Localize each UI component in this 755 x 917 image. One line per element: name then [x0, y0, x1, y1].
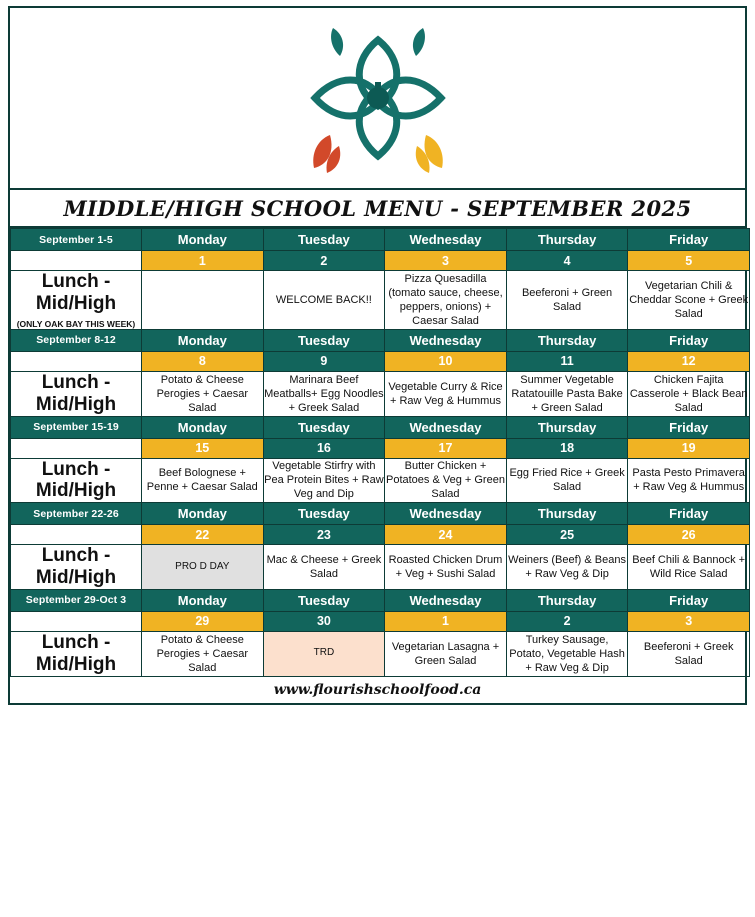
calendar-wrapper — [8, 228, 747, 677]
column-header-friday: Friday — [628, 416, 750, 438]
column-header-friday: Friday — [628, 589, 750, 611]
date-row-spacer — [11, 251, 142, 271]
column-header-monday: Monday — [142, 329, 264, 351]
website-url: www.flourishschoolfood.ca — [273, 681, 482, 698]
week-meals-row — [11, 545, 750, 590]
week-meals-row — [11, 271, 750, 330]
column-header-tuesday: Tuesday — [263, 416, 385, 438]
column-header-thursday: Thursday — [506, 589, 628, 611]
row-label-lunch — [11, 545, 142, 590]
date-number: 12 — [628, 351, 750, 371]
menu-cell: Mac & Cheese + Greek Salad — [263, 545, 385, 590]
date-number: 3 — [385, 251, 507, 271]
menu-cell: Summer Vegetable Ratatouille Pasta Bake + Green Salad — [506, 371, 628, 416]
menu-cell: Vegetable Stirfry with Pea Protein Bites + Raw Veg and Dip — [263, 458, 385, 503]
menu-cell: Potato & Cheese Perogies + Caesar Salad — [142, 631, 264, 676]
menu-title-band — [8, 190, 747, 228]
week-meals-row — [11, 458, 750, 503]
menu-cell: Butter Chicken + Potatoes & Veg + Green Salad — [385, 458, 507, 503]
row-label-line1: Lunch - — [41, 545, 111, 567]
menu-cell: TRD — [263, 631, 385, 676]
date-number: 15 — [142, 438, 264, 458]
date-row-spacer — [11, 611, 142, 631]
menu-cell: Chicken Fajita Casserole + Black Bean Salad — [628, 371, 750, 416]
menu-cell: PRO D DAY — [142, 545, 264, 590]
row-label-note: (ONLY OAK BAY THIS WEEK) — [16, 318, 136, 329]
menu-cell: Vegetarian Lasagna + Green Salad — [385, 631, 507, 676]
column-header-wednesday: Wednesday — [385, 329, 507, 351]
date-number: 23 — [263, 525, 385, 545]
date-number: 1 — [142, 251, 264, 271]
week-date-row — [11, 251, 750, 271]
date-number: 24 — [385, 525, 507, 545]
column-header-monday: Monday — [142, 229, 264, 251]
week-range-label: September 8-12 — [11, 329, 142, 351]
row-label-line2: Mid/High — [35, 480, 117, 502]
row-label-line2: Mid/High — [35, 567, 117, 589]
date-number: 1 — [385, 611, 507, 631]
date-number: 16 — [263, 438, 385, 458]
menu-cell: Beeferoni + Greek Salad — [628, 631, 750, 676]
column-header-wednesday: Wednesday — [385, 503, 507, 525]
week-meals-row — [11, 371, 750, 416]
column-header-monday: Monday — [142, 589, 264, 611]
week-header-row — [11, 503, 750, 525]
row-label-lunch — [11, 458, 142, 503]
column-header-thursday: Thursday — [506, 416, 628, 438]
menu-cell: Weiners (Beef) & Beans + Raw Veg & Dip — [506, 545, 628, 590]
date-number: 5 — [628, 251, 750, 271]
date-number: 18 — [506, 438, 628, 458]
row-label-line2: Mid/High — [35, 393, 117, 415]
column-header-friday: Friday — [628, 329, 750, 351]
column-header-wednesday: Wednesday — [385, 416, 507, 438]
date-number: 11 — [506, 351, 628, 371]
week-date-row — [11, 351, 750, 371]
column-header-friday: Friday — [628, 229, 750, 251]
date-row-spacer — [11, 525, 142, 545]
row-label-lunch — [11, 631, 142, 676]
date-number: 17 — [385, 438, 507, 458]
page-title: MIDDLE/HIGH SCHOOL MENU - SEPTEMBER 2025 — [63, 195, 692, 221]
week-header-row — [11, 329, 750, 351]
date-number: 2 — [263, 251, 385, 271]
menu-calendar — [10, 228, 750, 677]
week-range-label: September 1-5 — [11, 229, 142, 251]
menu-cell: Potato & Cheese Perogies + Caesar Salad — [142, 371, 264, 416]
date-number: 19 — [628, 438, 750, 458]
row-label-lunch — [11, 371, 142, 416]
date-number: 4 — [506, 251, 628, 271]
week-header-row — [11, 416, 750, 438]
menu-cell: Beeferoni + Green Salad — [506, 271, 628, 330]
date-number: 22 — [142, 525, 264, 545]
menu-cell: Pizza Quesadilla (tomato sauce, cheese, peppers, onions) + Caesar Salad — [385, 271, 507, 330]
week-header-row — [11, 589, 750, 611]
row-label-line2: Mid/High — [35, 653, 117, 675]
column-header-tuesday: Tuesday — [263, 589, 385, 611]
row-label-line2: Mid/High — [35, 292, 117, 314]
menu-cell: Turkey Sausage, Potato, Vegetable Hash + Raw Veg & Dip — [506, 631, 628, 676]
row-label-line1: Lunch - — [41, 371, 111, 393]
week-date-row — [11, 525, 750, 545]
column-header-thursday: Thursday — [506, 329, 628, 351]
row-label-line1: Lunch - — [41, 458, 111, 480]
date-number: 29 — [142, 611, 264, 631]
menu-cell: Beef Bolognese + Penne + Caesar Salad — [142, 458, 264, 503]
week-date-row — [11, 611, 750, 631]
column-header-wednesday: Wednesday — [385, 589, 507, 611]
date-number: 26 — [628, 525, 750, 545]
menu-cell: Vegetarian Chili & Cheddar Scone + Greek Salad — [628, 271, 750, 330]
row-label-line1: Lunch - — [41, 271, 111, 292]
menu-cell: Pasta Pesto Primavera + Raw Veg & Hummus — [628, 458, 750, 503]
week-range-label: September 29-Oct 3 — [11, 589, 142, 611]
date-number: 25 — [506, 525, 628, 545]
week-header-row — [11, 229, 750, 251]
menu-cell — [142, 271, 264, 330]
date-number: 2 — [506, 611, 628, 631]
column-header-monday: Monday — [142, 503, 264, 525]
week-range-label: September 15-19 — [11, 416, 142, 438]
row-label-lunch — [11, 271, 142, 330]
menu-cell: Roasted Chicken Drum + Veg + Sushi Salad — [385, 545, 507, 590]
row-label-line1: Lunch - — [41, 631, 111, 653]
date-number: 9 — [263, 351, 385, 371]
date-number: 3 — [628, 611, 750, 631]
date-number: 30 — [263, 611, 385, 631]
column-header-monday: Monday — [142, 416, 264, 438]
footer-band — [8, 677, 747, 705]
menu-cell: Marinara Beef Meatballs+ Egg Noodles + Greek Salad — [263, 371, 385, 416]
logo-band — [8, 6, 747, 190]
menu-cell: Vegetable Curry & Rice + Raw Veg & Hummus — [385, 371, 507, 416]
date-number: 8 — [142, 351, 264, 371]
column-header-tuesday: Tuesday — [263, 329, 385, 351]
column-header-thursday: Thursday — [506, 503, 628, 525]
column-header-friday: Friday — [628, 503, 750, 525]
menu-cell: Egg Fried Rice + Greek Salad — [506, 458, 628, 503]
week-meals-row — [11, 631, 750, 676]
date-row-spacer — [11, 351, 142, 371]
column-header-wednesday: Wednesday — [385, 229, 507, 251]
column-header-tuesday: Tuesday — [263, 229, 385, 251]
menu-cell: WELCOME BACK!! — [263, 271, 385, 330]
flourish-flower-logo — [293, 18, 463, 178]
date-number: 10 — [385, 351, 507, 371]
column-header-tuesday: Tuesday — [263, 503, 385, 525]
menu-cell: Beef Chili & Bannock + Wild Rice Salad — [628, 545, 750, 590]
week-date-row — [11, 438, 750, 458]
week-range-label: September 22-26 — [11, 503, 142, 525]
date-row-spacer — [11, 438, 142, 458]
column-header-thursday: Thursday — [506, 229, 628, 251]
